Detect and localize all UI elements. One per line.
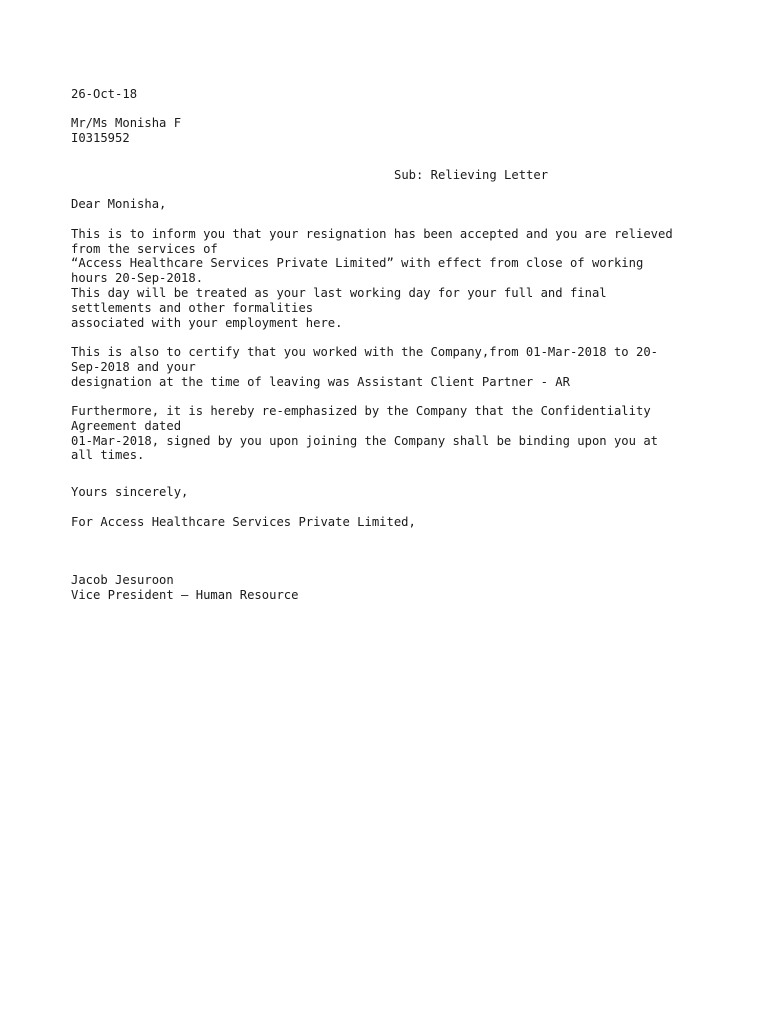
- spacer: [71, 212, 711, 227]
- letter-page: [71, 87, 711, 603]
- spacer: [71, 102, 711, 117]
- spacer: [71, 146, 711, 168]
- spacer: [71, 183, 711, 198]
- letter-date: 26-Oct-18: [71, 87, 138, 101]
- spacer: [71, 463, 711, 485]
- letter-subject: Sub: Relieving Letter: [394, 167, 549, 182]
- paragraph-line: designation at the time of leaving was Assistant Client Partner - AR: [71, 374, 570, 389]
- paragraph-resignation: [71, 227, 711, 331]
- signatory-block: [71, 573, 711, 603]
- paragraph-confidentiality: [71, 404, 711, 463]
- signatory-name: Jacob Jesuroon: [71, 573, 174, 588]
- paragraph-line: “Access Healthcare Services Private Limited” with effect from close of working: [71, 256, 644, 271]
- paragraph-line: This is to inform you that your resignation has been accepted and you are relieved: [71, 226, 673, 241]
- salutation: Dear Monisha,: [71, 197, 167, 212]
- paragraph-line: all times.: [71, 448, 145, 463]
- paragraph-line: Furthermore, it is hereby re-emphasized by the Company that the Confidentiality: [71, 403, 651, 418]
- paragraph-line: Sep-2018 and your: [71, 359, 196, 374]
- signature-space: [71, 529, 711, 573]
- paragraph-line: settlements and other formalities: [71, 300, 314, 315]
- paragraph-line: Agreement dated: [71, 418, 182, 433]
- paragraph-line: hours 20-Sep-2018.: [71, 271, 204, 286]
- recipient-id: I0315952: [71, 131, 130, 146]
- company-line: For Access Healthcare Services Private Limited,: [71, 514, 416, 529]
- spacer: [71, 330, 711, 345]
- spacer: [71, 389, 711, 404]
- paragraph-line: This day will be treated as your last working day for your full and final: [71, 285, 607, 300]
- paragraph-line: This is also to certify that you worked with the Company,from 01-Mar-2018 to 20-: [71, 344, 658, 359]
- closing: Yours sincerely,: [71, 485, 189, 500]
- recipient-block: [71, 116, 711, 146]
- spacer: [71, 500, 711, 515]
- signatory-title: Vice President – Human Resource: [71, 588, 299, 603]
- paragraph-line: associated with your employment here.: [71, 315, 343, 330]
- paragraph-employment: [71, 345, 711, 389]
- paragraph-line: from the services of: [71, 241, 218, 256]
- paragraph-line: 01-Mar-2018, signed by you upon joining the Company shall be binding upon you at: [71, 433, 658, 448]
- recipient-name: Mr/Ms Monisha F: [71, 116, 182, 131]
